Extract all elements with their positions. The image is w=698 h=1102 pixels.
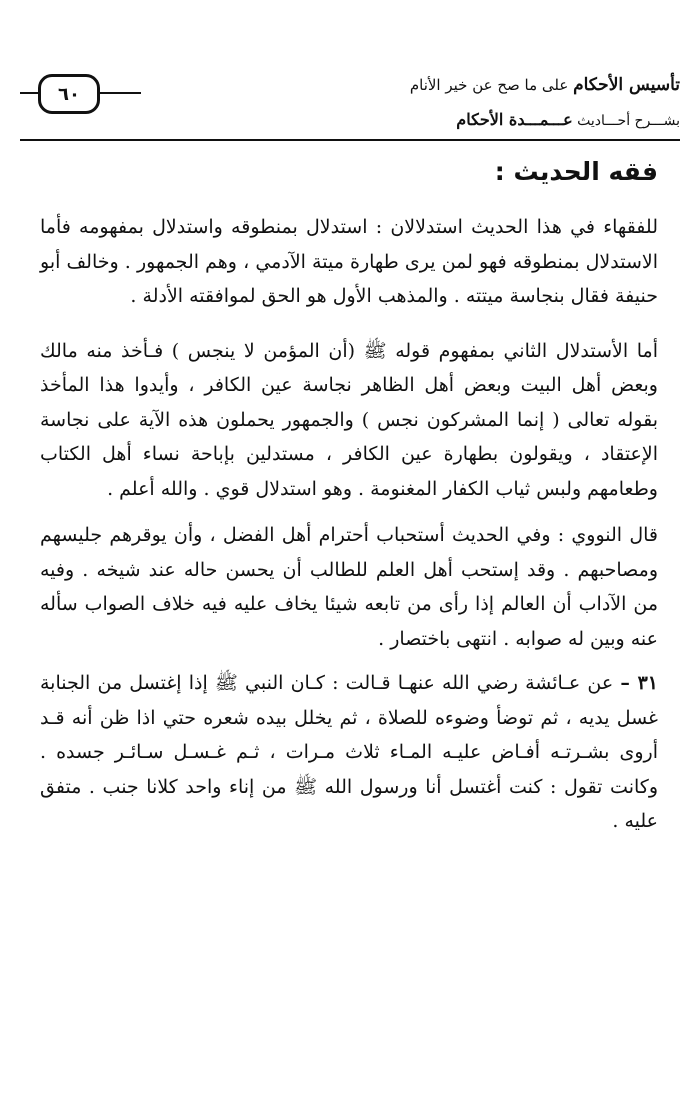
book-title-rest: على ما صح عن خير الأنام [409, 76, 574, 94]
paragraph-3: قال النووي : وفي الحديث أستحباب أحترام أهل الفضل ، وأن يوقرهم جليسهم ومصاحبهم . وقد إستحب أهل العلم للطالب أن يحسن حاله عند شيخه . وفيه من الآداب أن العالم إذا رأى من تابعه شيئا يخاف عليه فيه خلاف الصواب سأله عنه وبين له صوابه . انتهى باختصار . [40, 524, 658, 650]
section-title: فقه الحديث : [494, 157, 658, 186]
paragraph-4-text: عن عـائشة رضي الله عنهـا قـالت : كـان النبي ﷺ إذا إغتسل من الجنابة غسل يديه ، ثم توضأ وضوءه للصلاة ، ثم يخلل بيده شعره حتي اذا ظن أنه قـد أروى بشـرتـه أفـاض عليـه المـاء ثلاث مـرات ، ثـم غـسـل سـائـر جسده . وكانت تقول : كنت أغتسل أنا ورسول الله ﷺ من إناء واحد كلانا جنب . متفق عليه . [40, 672, 658, 832]
book-subtitle-bold: عـــمـــدة الأحكام [456, 110, 573, 129]
header-underline [20, 139, 680, 141]
paragraph-2: أما الأستدلال الثاني بمفهوم قوله ﷺ (أن المؤمن لا ينجس ) فـأخذ منه مالك وبعض أهل البيت وبعض أهل الظاهر نجاسة عين الكافر ، وأيدوا هذا المأخذ بقوله تعالى ( إنما المشركون نجس ) والجمهور يحملون هذه الآية على نجاسة الإعتقاد ، ويقولون بطهارة عين الكافر ، مستدلين بإباحة نساء أهل الكتاب وطعامهم ولبس ثياب الكفار المغنومة . وهو استدلال قوي . والله أعلم . [40, 339, 658, 500]
page-header [20, 62, 680, 142]
page-number-badge [38, 74, 100, 114]
page-number: ٦٠ [58, 83, 80, 105]
book-title-bold: تأسيس الأحكام [573, 75, 680, 95]
book-title [410, 74, 680, 96]
paragraph-1: للفقهاء في هذا الحديث استدلالان : استدلال بمنطوقه واستدلال بمفهومه فأما الاستدلال بمنطوقه فهو لمن يرى طهارة ميتة الآدمي ، وهم الجمهور . وخالف أبو حنيفة فقال بنجاسة ميتته . والمذهب الأول هو الحق لموافقته الأدلة . [40, 216, 658, 307]
header-rule-middle [97, 92, 141, 94]
page-content [40, 150, 658, 839]
header-rule-left [20, 92, 38, 94]
book-subtitle [456, 110, 680, 131]
book-subtitle-rest: بشـــرح أحـــاديث [572, 113, 680, 129]
hadith-number: ٣١ – [620, 672, 658, 694]
paragraph-4 [40, 666, 658, 839]
